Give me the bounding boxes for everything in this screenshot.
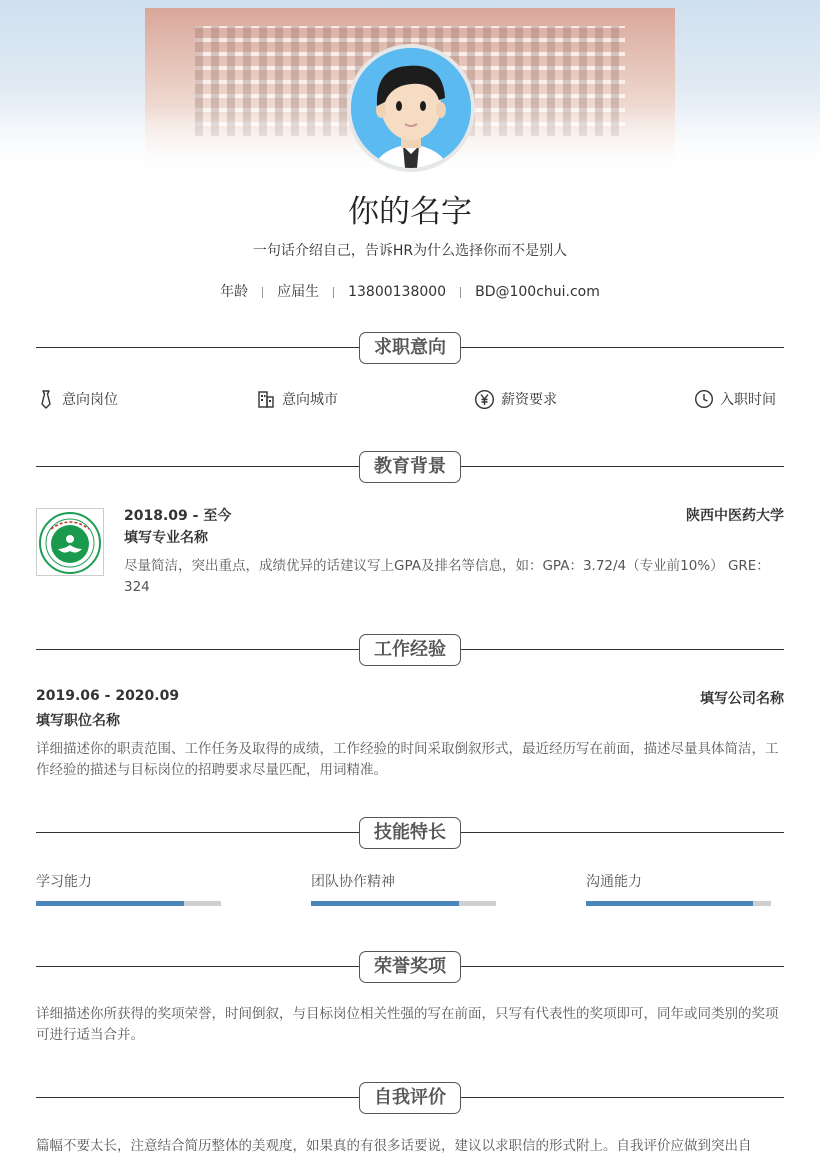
section-title: 自我评价 bbox=[359, 1082, 461, 1114]
section-title: 荣誉奖项 bbox=[359, 951, 461, 983]
avatar-illustration bbox=[351, 48, 471, 168]
skill-progress-fill bbox=[311, 901, 459, 906]
section-title: 求职意向 bbox=[359, 332, 461, 364]
intent-start bbox=[694, 386, 776, 412]
intent-position-label: 意向岗位 bbox=[62, 392, 118, 408]
work-position: 填写职位名称 bbox=[36, 713, 120, 729]
clock-icon bbox=[694, 389, 714, 409]
education-date: 2018.09 - 至今 bbox=[124, 508, 232, 524]
contact-status: 应届生 bbox=[277, 284, 320, 300]
section-title: 技能特长 bbox=[359, 817, 461, 849]
skill-progress-fill bbox=[36, 901, 184, 906]
work-date: 2019.06 - 2020.09 bbox=[36, 688, 180, 704]
self-evaluation-description: 篇幅不要太长，注意结合简历整体的美观度，如果真的有很多话要说，建议以求职信的形式附上。自我评价应做到突出自 bbox=[36, 1138, 752, 1154]
section-title: 工作经验 bbox=[359, 634, 461, 666]
yen-icon bbox=[474, 389, 495, 410]
skill-item bbox=[311, 871, 496, 906]
tie-icon bbox=[36, 389, 56, 409]
contact-phone: 13800138000 bbox=[348, 284, 447, 300]
section-header-intent bbox=[36, 332, 784, 364]
honors-description: 详细描述你所获得的奖项荣誉，时间倒叙，与目标岗位相关性强的写在前面，只写有代表性的奖项即可，同年或同类别的奖项可进行适当合并。 bbox=[36, 1006, 779, 1043]
skill-progress-track bbox=[586, 901, 771, 906]
intent-start-label: 入职时间 bbox=[720, 392, 776, 408]
skill-item bbox=[586, 871, 771, 906]
contact-bar bbox=[0, 281, 820, 301]
work-company: 填写公司名称 bbox=[700, 691, 784, 707]
education-description: 尽量简洁，突出重点，成绩优异的话建议写上GPA及排名等信息，如：GPA：3.72/4（专业前10%） GRE：324 bbox=[124, 558, 770, 595]
building-icon bbox=[256, 389, 276, 409]
section-header-self bbox=[36, 1082, 784, 1114]
school-emblem-icon bbox=[37, 509, 103, 575]
skill-progress-track bbox=[311, 901, 496, 906]
education-major: 填写专业名称 bbox=[124, 530, 208, 546]
skill-progress-fill bbox=[586, 901, 753, 906]
work-description: 详细描述你的职责范围、工作任务及取得的成绩，工作经验的时间采取倒叙形式，最近经历写在前面，描述尽量具体简洁，工作经验的描述与目标岗位的招聘要求尽量匹配，用词精准。 bbox=[36, 741, 779, 778]
section-header-education bbox=[36, 451, 784, 483]
skill-item bbox=[36, 871, 221, 906]
candidate-tagline: 一句话介绍自己，告诉HR为什么选择你而不是别人 bbox=[252, 243, 568, 259]
skill-name: 沟通能力 bbox=[586, 874, 642, 890]
section-header-work bbox=[36, 634, 784, 666]
section-title: 教育背景 bbox=[359, 451, 461, 483]
contact-email: BD@100chui.com bbox=[475, 284, 600, 300]
intent-position bbox=[36, 386, 118, 412]
school-logo bbox=[36, 508, 104, 576]
intent-salary-label: 薪资要求 bbox=[501, 392, 557, 408]
intent-city bbox=[256, 386, 338, 412]
contact-age: 年龄 bbox=[220, 284, 249, 300]
skill-progress-track bbox=[36, 901, 221, 906]
intent-city-label: 意向城市 bbox=[282, 392, 338, 408]
section-header-skills bbox=[36, 817, 784, 849]
skill-name: 团队协作精神 bbox=[311, 874, 395, 890]
candidate-name: 你的名字 bbox=[348, 194, 472, 230]
education-school: 陕西中医药大学 bbox=[686, 508, 784, 524]
skill-name: 学习能力 bbox=[36, 874, 92, 890]
section-header-honors bbox=[36, 951, 784, 983]
intent-salary bbox=[474, 386, 557, 412]
avatar bbox=[347, 44, 475, 172]
